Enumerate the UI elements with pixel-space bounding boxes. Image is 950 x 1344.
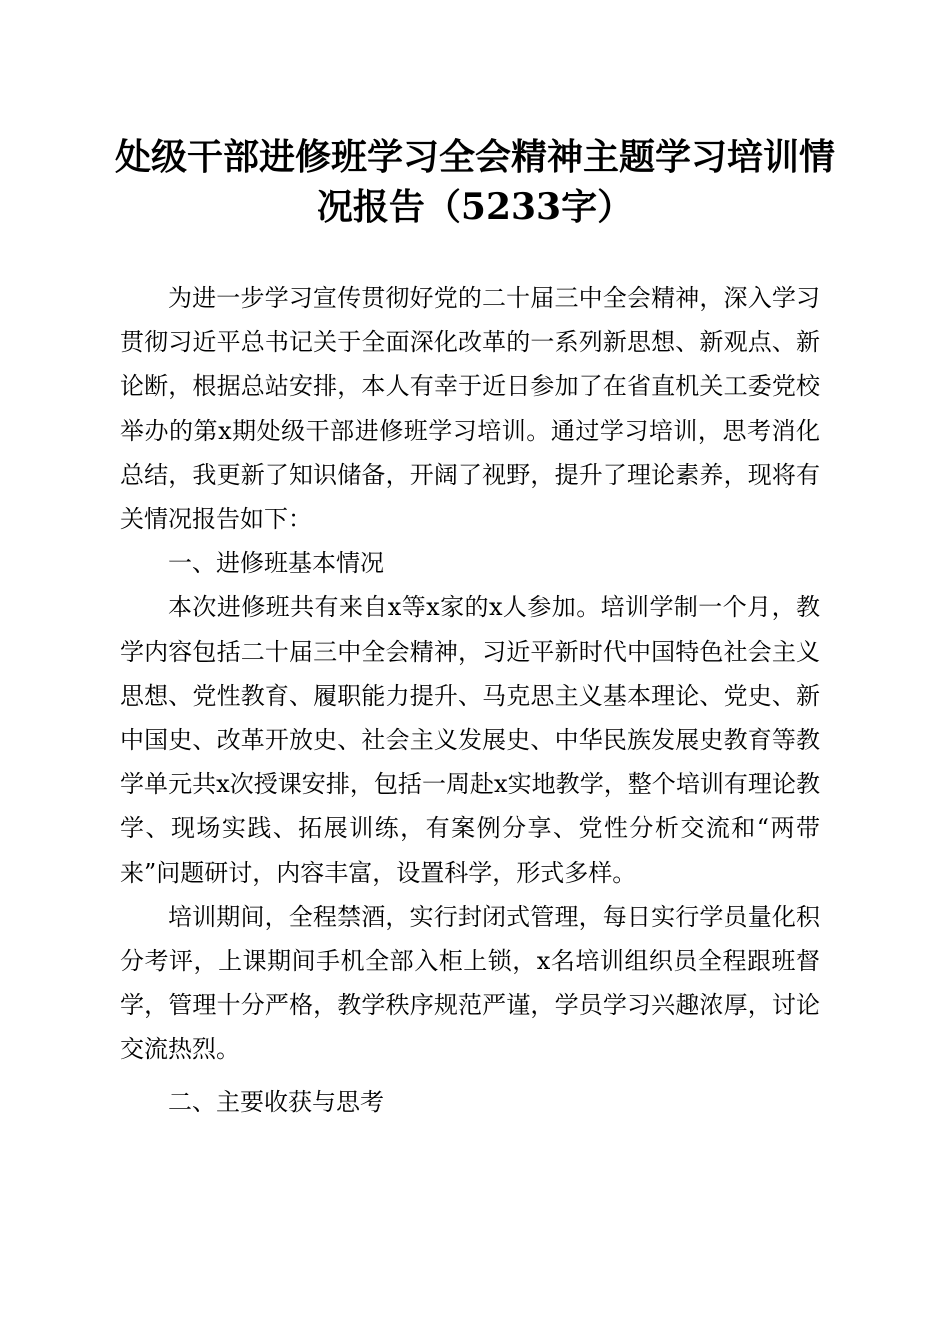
title-line-2: 况报告（5233字） [316, 186, 634, 228]
section1-paragraph-2: 培训期间，全程禁酒，实行封闭式管理，每日实行学员量化积分考评，上课期间手机全部入柜上锁，x名培训组织员全程跟班督学，管理十分严格，教学秩序规范严谨，学员学习兴趣浓厚，讨论交流热烈。 [120, 902, 820, 1064]
title-line-1: 处级干部进修班学习全会精神主题学习培训情 [114, 136, 835, 178]
document-body [120, 276, 820, 1124]
section1-paragraph-1: 本次进修班共有来自x等x家的x人参加。培训学制一个月，教学内容包括二十届三中全会精神，习近平新时代中国特色社会主义思想、党性教育、履职能力提升、马克思主义基本理论、党史、新中国史、改革开放史、社会主义发展史、中华民族发展史教育等教学单元共x次授课安排，包括一周赴x实地教学，整个培训有理论教学、现场实践、拓展训练，有案例分享、党性分析交流和“两带来”问题研讨，内容丰富，设置科学，形式多样。 [120, 593, 820, 887]
section-heading-gains: 二、主要收获与思考 [168, 1087, 384, 1116]
intro-paragraph: 为进一步学习宣传贯彻好党的二十届三中全会精神，深入学习贯彻习近平总书记关于全面深化改革的一系列新思想、新观点、新论断，根据总站安排，本人有幸于近日参加了在省直机关工委党校举办的第x期处级干部进修班学习培训。通过学习培训，思考消化总结，我更新了知识储备，开阔了视野，提升了理论素养，现将有关情况报告如下： [120, 284, 820, 534]
document-title [100, 132, 850, 232]
section-heading-basic-info: 一、进修班基本情况 [168, 549, 384, 578]
